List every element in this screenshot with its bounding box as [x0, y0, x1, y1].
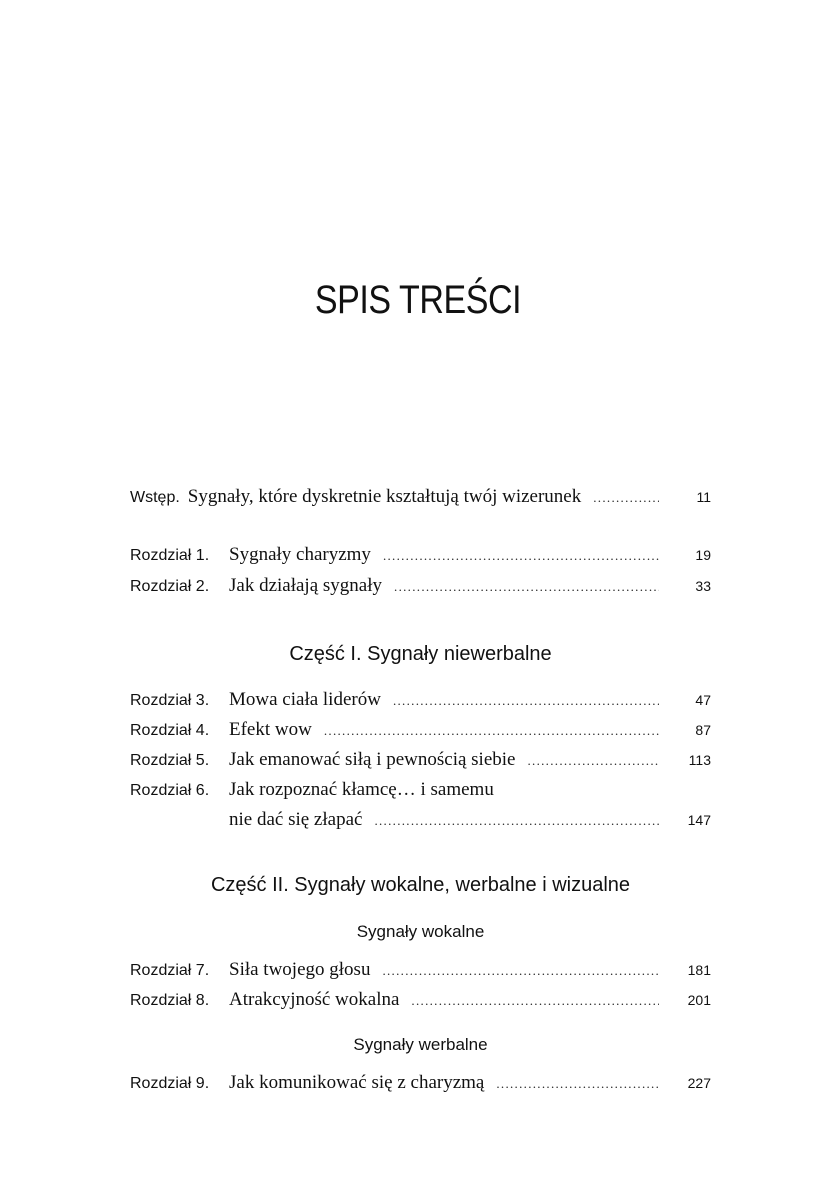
toc-entry-ch2: [130, 571, 711, 601]
leader-dots: [527, 746, 659, 776]
entry-title-continued: nie dać się złapać: [229, 809, 363, 830]
entry-title: Jak emanować siłą i pewnością siebie: [229, 749, 516, 770]
page-number: 87: [695, 722, 711, 738]
section-heading-vocal: Sygnały wokalne: [356, 922, 485, 941]
entry-label: Rozdział 9.: [130, 1075, 210, 1092]
page-number: 227: [687, 1075, 711, 1091]
entry-label: Rozdział 7.: [130, 962, 210, 979]
leader-dots: [593, 483, 659, 513]
toc-entry-ch6: [130, 775, 711, 835]
leader-dots: [383, 541, 659, 571]
entry-title: Jak rozpoznać kłamcę… i samemu: [229, 779, 494, 800]
page-number: 33: [695, 578, 711, 594]
toc-entry-ch5: [130, 745, 711, 775]
toc-entry-ch8: [130, 985, 711, 1015]
entry-label: Rozdział 6.: [130, 782, 210, 799]
page-title: SPIS TREŚCI: [314, 278, 522, 322]
section-heading-verbal: Sygnały werbalne: [353, 1035, 488, 1054]
page-number: 11: [696, 489, 711, 505]
entry-label: Rozdział 3.: [130, 692, 210, 709]
toc-entry-intro: [130, 482, 711, 512]
entry-label: Rozdział 5.: [130, 752, 210, 769]
page-number: 19: [695, 547, 711, 563]
page-number: 147: [687, 812, 711, 828]
entry-title: Jak komunikować się z charyzmą: [229, 1072, 485, 1093]
leader-dots: [411, 986, 659, 1016]
toc-entry-ch7: [130, 955, 711, 985]
entry-label: Rozdział 8.: [130, 992, 210, 1009]
part-heading-2: Część II. Sygnały wokalne, werbalne i wizualne: [210, 874, 631, 896]
entry-label: Rozdział 2.: [130, 578, 210, 595]
entry-label: Wstęp.: [130, 489, 180, 506]
entry-title: Siła twojego głosu: [229, 959, 371, 980]
entry-title: Sygnały, które dyskretnie kształtują twój wizerunek: [187, 486, 582, 507]
toc-entry-ch9: [130, 1068, 711, 1098]
entry-label: Rozdział 4.: [130, 722, 210, 739]
page-number: 201: [687, 992, 711, 1008]
toc-entry-ch4: [130, 715, 711, 745]
leader-dots: [393, 686, 659, 716]
entry-title: Mowa ciała liderów: [229, 689, 381, 710]
entry-title: Atrakcyjność wokalna: [229, 989, 400, 1010]
entry-title: Sygnały charyzmy: [229, 544, 371, 565]
leader-dots: [374, 806, 659, 836]
page-number: 181: [687, 962, 711, 978]
toc-entry-ch1: [130, 540, 711, 570]
toc-entry-ch3: [130, 685, 711, 715]
entry-title: Jak działają sygnały: [229, 575, 383, 596]
leader-dots: [496, 1069, 659, 1099]
page-number: 47: [695, 692, 711, 708]
leader-dots: [324, 716, 659, 746]
page-number: 113: [688, 752, 711, 768]
entry-label: Rozdział 1.: [130, 547, 210, 564]
leader-dots: [394, 572, 659, 602]
leader-dots: [382, 956, 659, 986]
part-heading-1: Część I. Sygnały niewerbalne: [289, 643, 552, 665]
entry-title: Efekt wow: [229, 719, 312, 740]
